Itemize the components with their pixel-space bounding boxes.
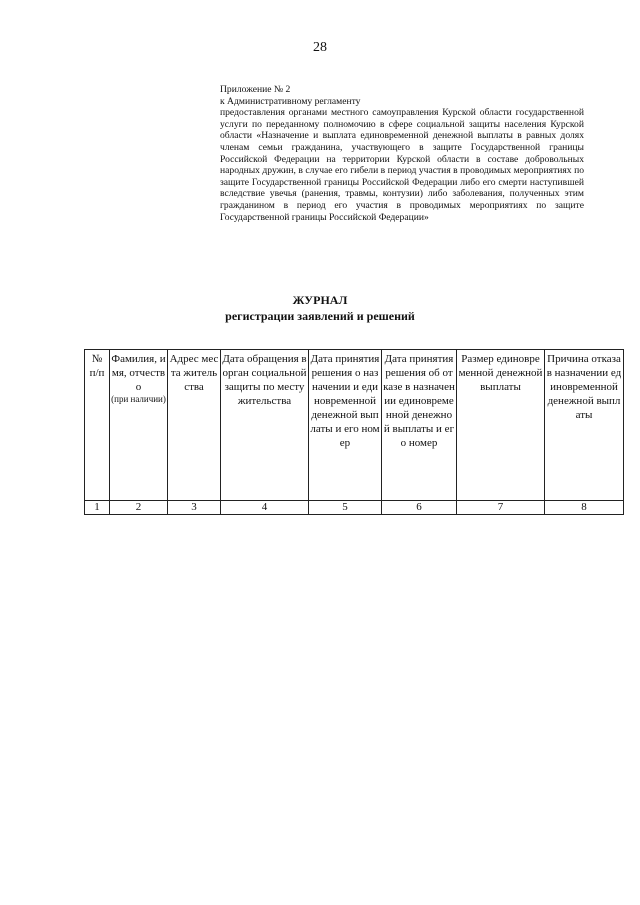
- appendix-block: [220, 84, 584, 223]
- header-cell: Размер единовременной денежной выплаты: [457, 350, 545, 501]
- header-cell: Дата принятия решения о назначении и единовременной денежной выплаты и его номер: [309, 350, 382, 501]
- journal-table: [84, 349, 624, 515]
- number-cell: 7: [457, 501, 545, 515]
- number-cell: 6: [382, 501, 457, 515]
- header-note: (при наличии): [111, 394, 166, 404]
- header-cell: Адрес места жительства: [168, 350, 221, 501]
- header-cell: № п/п: [85, 350, 110, 501]
- number-cell: 5: [309, 501, 382, 515]
- number-cell: 8: [545, 501, 624, 515]
- page-number: 28: [313, 40, 327, 55]
- journal-title: ЖУРНАЛ: [292, 293, 348, 307]
- table-number-row: [85, 501, 624, 515]
- appendix-body: предоставления органами местного самоуправления Курской области государственной услуги по переданному полномочию в сфере социальной защиты населения Курской области «Назначение и выплата единовременной денежной выплаты в равных долях членам семьи гражданина, участвующего в защите Государственной границы Российской Федерации на территории Курской области в составе добровольных народных дружин, в случае его гибели в период участия в проводимых мероприятиях по защите Государственной границы Российской Федерации либо его смерти наступившей вследствие увечья (ранения, травмы, контузии) либо заболевания, полученных этим гражданином в период его участия в проводимых мероприятиях по защите Государственной границы Российской Федерации»: [220, 107, 584, 223]
- journal-subtitle: регистрации заявлений и решений: [225, 309, 415, 323]
- number-cell: 3: [168, 501, 221, 515]
- number-cell: 1: [85, 501, 110, 515]
- journal-heading: [0, 292, 640, 324]
- appendix-reference: к Административному регламенту: [220, 95, 361, 107]
- table-header-row: [85, 350, 624, 501]
- header-cell: Дата принятия решения об отказе в назначении единовременной денежной выплаты и его номер: [382, 350, 457, 501]
- appendix-title: Приложение № 2: [220, 84, 291, 95]
- number-cell: 4: [221, 501, 309, 515]
- header-cell: Причина отказа в назначении единовременной денежной выплаты: [545, 350, 624, 501]
- header-cell: Дата обращения в орган социальной защиты по месту жительства: [221, 350, 309, 501]
- number-cell: 2: [110, 501, 168, 515]
- header-cell: Фамилия, имя, отчество (при наличии): [110, 350, 168, 501]
